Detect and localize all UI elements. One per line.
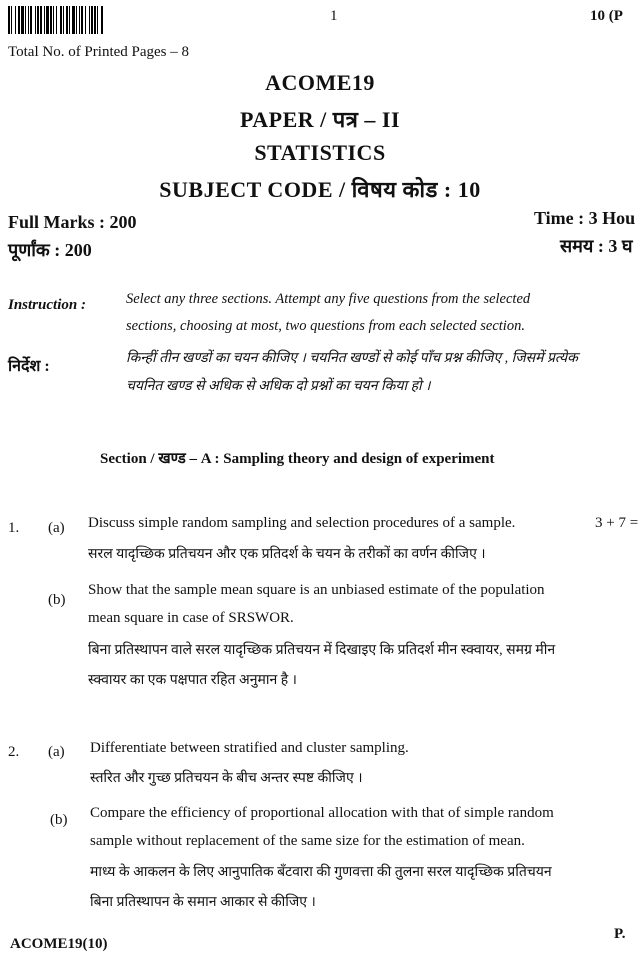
question-1b-text-hi-1: बिना प्रतिस्थापन वाले सरल यादृच्छिक प्रतिचयन में दिखाइए कि प्रतिदर्श मीन स्क्वायर, समग्र मीन [88,643,556,658]
full-marks-hi: पूर्णांक : 200 [8,240,92,260]
question-1b-text-en-2: mean square in case of SRSWOR. [88,610,294,626]
time-en: Time : 3 Hou [534,208,636,228]
question-2a-text-en: Differentiate between stratified and cluster sampling. [90,740,409,756]
question-2b-text-en-2: sample without replacement of the same size for the estimation of mean. [90,833,525,849]
paper-code-title: ACOME19 [265,70,375,95]
instruction-text-en-2: sections, choosing at most, two questions from each selected section. [126,318,525,334]
instruction-text-hi-2: चयनित खण्ड से अधिक से अधिक दो प्रश्नों का चयन किया हो । [126,379,431,394]
full-marks-en: Full Marks : 200 [8,212,137,232]
question-2b-label: (b) [50,812,68,828]
instruction-text-hi-1: किन्हीं तीन खण्डों का चयन कीजिए । चयनित खण्डों से कोई पाँच प्रश्न कीजिए , जिसमें प्रत्येक [126,351,578,366]
question-2b-text-hi-2: बिना प्रतिस्थापन के समान आकार से कीजिए । [90,895,316,910]
subject-code-title: SUBJECT CODE / विषय कोड : 10 [159,177,481,202]
question-2-number: 2. [8,744,20,760]
time-hi: समय : 3 घ [560,236,633,256]
page-top-right-code: 10 (P [590,8,623,24]
instruction-text-en-1: Select any three sections. Attempt any five questions from the selected [126,291,531,307]
footer-paper-code: ACOME19(10) [10,936,108,952]
question-2a-label: (a) [48,744,65,760]
page-number: 1 [330,8,338,24]
section-heading: Section / खण्ड – A : Sampling theory and design of experiment [100,451,495,467]
question-2b-text-hi-1: माध्य के आकलन के लिए आनुपातिक बँटवारा की गुणवत्ता की तुलना सरल यादृच्छिक प्रतिचयन [90,865,552,880]
barcode [8,6,170,34]
question-1b-text-en-1: Show that the sample mean square is an unbiased estimate of the population [88,582,545,598]
question-1b-text-hi-2: स्क्वायर का एक पक्षपात रहित अनुमान है । [88,673,297,688]
question-1b-label: (b) [48,592,66,608]
question-1a-label: (a) [48,520,65,536]
question-1-marks: 3 + 7 = [595,515,639,531]
total-pages-note: Total No. of Printed Pages – 8 [8,44,190,60]
question-2a-text-hi: स्तरित और गुच्छ प्रतिचयन के बीच अन्तर स्पष्ट कीजिए । [90,771,363,786]
instruction-label-en: Instruction : [8,297,86,313]
question-2b-text-en-1: Compare the efficiency of proportional allocation with that of simple random [90,805,554,821]
question-1-number: 1. [8,520,20,536]
subject-title: STATISTICS [254,140,386,165]
question-1a-text-en: Discuss simple random sampling and selection procedures of a sample. [88,515,516,531]
paper-title: PAPER / पत्र – II [239,107,401,132]
question-1a-text-hi: सरल यादृच्छिक प्रतिचयन और एक प्रतिदर्श के चयन के तरीकों का वर्णन कीजिए । [88,547,486,562]
footer-page-turn: P. [614,926,626,942]
instruction-label-hi: निर्देश : [8,358,50,375]
